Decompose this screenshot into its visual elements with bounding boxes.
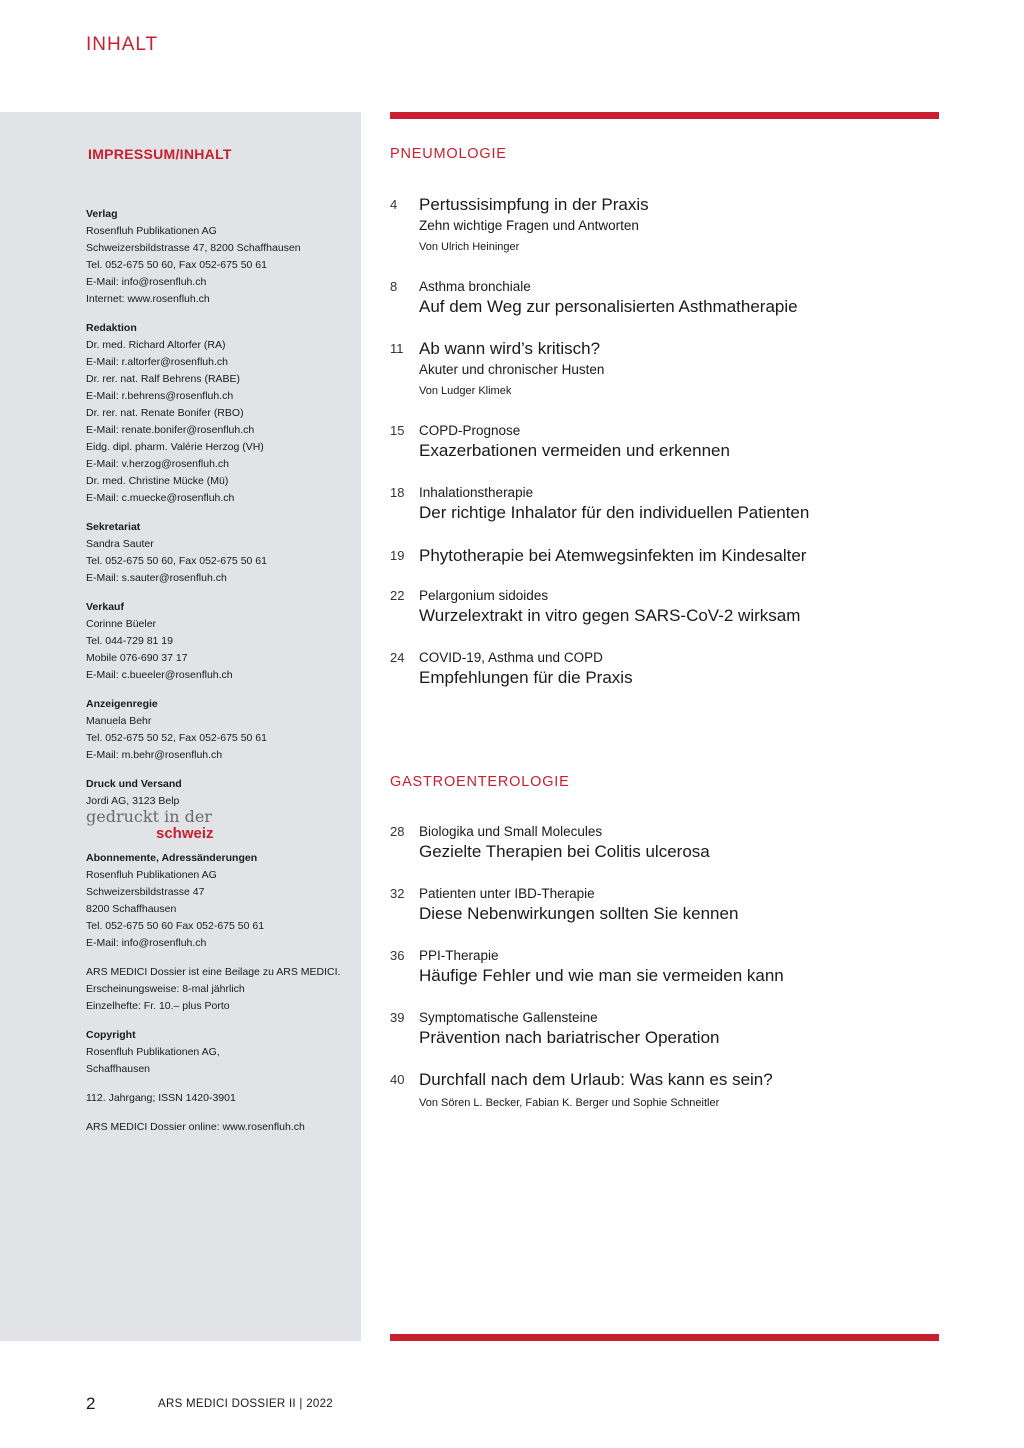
imprint-line: 8200 Schaffhausen [86, 903, 177, 915]
imprint-line: ARS MEDICI Dossier ist eine Beilage zu ARS MEDICI. [86, 966, 341, 978]
toc-page-number: 36 [390, 948, 405, 963]
footer-publication: ARS MEDICI DOSSIER II | 2022 [158, 1398, 333, 1410]
toc-page-number: 32 [390, 886, 405, 901]
toc-kicker: Asthma bronchiale [419, 279, 531, 294]
imprint-line: Tel. 044-729 81 19 [86, 635, 173, 647]
imprint-line: E-Mail: r.behrens@rosenfluh.ch [86, 390, 234, 402]
imprint-line: Internet: www.rosenfluh.ch [86, 293, 210, 305]
imprint-block [86, 696, 356, 764]
imprint-heading: Verkauf [86, 601, 124, 613]
imprint-line: E-Mail: c.bueeler@rosenfluh.ch [86, 669, 233, 681]
toc-page-number: 22 [390, 588, 405, 603]
logo-line-1: gedruckt in der [86, 808, 212, 826]
toc-kicker: Biologika und Small Molecules [419, 824, 603, 839]
toc-title: Diese Nebenwirkungen sollten Sie kennen [419, 904, 739, 923]
toc-entry-body [419, 278, 949, 318]
toc-title: Gezielte Therapien bei Colitis ulcerosa [419, 842, 710, 861]
section-title: GASTROENTEROLOGIE [390, 774, 570, 790]
toc-kicker: COPD-Prognose [419, 423, 521, 438]
imprint-block [86, 964, 356, 1015]
imprint-line: Dr. rer. nat. Ralf Behrens (RABE) [86, 373, 241, 385]
toc-page-number: 15 [390, 423, 405, 438]
bottom-red-rule [390, 1334, 939, 1341]
imprint-line: Eidg. dipl. pharm. Valérie Herzog (VH) [86, 441, 264, 453]
footer-page-number: 2 [86, 1394, 96, 1413]
toc-title: Auf dem Weg zur personalisierten Asthmatherapie [419, 297, 798, 316]
toc-subtitle: Zehn wichtige Fragen und Antworten [419, 218, 639, 233]
toc-page-number: 40 [390, 1072, 405, 1087]
imprint-line: Dr. rer. nat. Renate Bonifer (RBO) [86, 407, 244, 419]
imprint-line: E-Mail: s.sauter@rosenfluh.ch [86, 572, 227, 584]
toc-author: Von Ulrich Heininger [419, 241, 520, 253]
sidebar-title: IMPRESSUM/INHALT [88, 146, 232, 162]
logo-line-2: schweiz [156, 825, 214, 842]
toc-kicker: Symptomatische Gallensteine [419, 1010, 598, 1025]
imprint-line: Einzelhefte: Fr. 10.– plus Porto [86, 1000, 230, 1012]
toc-title: Phytotherapie bei Atemwegsinfekten im Kindesalter [419, 546, 807, 565]
toc-kicker: PPI-Therapie [419, 948, 499, 963]
imprint-line: Corinne Büeler [86, 618, 157, 630]
imprint-line: Jordi AG, 3123 Belp [86, 795, 180, 807]
toc-entry-body [419, 587, 949, 627]
toc-kicker: Pelargonium sidoides [419, 588, 549, 603]
toc-entry-body [419, 545, 949, 567]
toc-entry-body [419, 422, 949, 462]
imprint-line: E-Mail: m.behr@rosenfluh.ch [86, 749, 223, 761]
imprint-block [86, 850, 356, 952]
toc-page-number: 4 [390, 197, 398, 212]
toc-kicker: Patienten unter IBD-Therapie [419, 886, 595, 901]
imprint-line: Tel. 052-675 50 60 Fax 052-675 50 61 [86, 920, 265, 932]
toc-entry-body [419, 1009, 949, 1049]
imprint-block [86, 519, 356, 587]
toc-author: Von Sören L. Becker, Fabian K. Berger und Sophie Schneitler [419, 1097, 720, 1109]
imprint-line: Tel. 052-675 50 60, Fax 052-675 50 61 [86, 259, 267, 271]
toc-entry-body [419, 338, 949, 399]
toc-title: Pertussisimpfung in der Praxis [419, 195, 649, 214]
toc-page-number: 28 [390, 824, 405, 839]
imprint-line: Dr. med. Richard Altorfer (RA) [86, 339, 226, 351]
toc-entry-body [419, 823, 949, 863]
imprint-heading: Redaktion [86, 322, 137, 334]
imprint-block [86, 1090, 356, 1107]
imprint-line: E-Mail: r.altorfer@rosenfluh.ch [86, 356, 228, 368]
imprint-line: Erscheinungsweise: 8-mal jährlich [86, 983, 245, 995]
toc-entry-body [419, 1069, 949, 1111]
imprint-heading: Abonnemente, Adressänderungen [86, 852, 258, 864]
imprint-line: Rosenfluh Publikationen AG, [86, 1046, 220, 1058]
imprint-heading: Verlag [86, 208, 118, 220]
toc-page-number: 24 [390, 650, 405, 665]
toc-kicker: COVID-19, Asthma und COPD [419, 650, 603, 665]
toc-page-number: 18 [390, 485, 405, 500]
toc-entry-body [419, 194, 949, 255]
imprint-heading: Sekretariat [86, 521, 141, 533]
imprint-line: E-Mail: info@rosenfluh.ch [86, 937, 207, 949]
toc-page-number: 8 [390, 279, 398, 294]
imprint-block [86, 320, 356, 507]
imprint-heading: Copyright [86, 1029, 136, 1041]
toc-title: Exazerbationen vermeiden und erkennen [419, 441, 730, 460]
imprint-line: Manuela Behr [86, 715, 152, 727]
imprint-line: E-Mail: info@rosenfluh.ch [86, 276, 207, 288]
toc-title: Empfehlungen für die Praxis [419, 668, 633, 687]
toc-title: Prävention nach bariatrischer Operation [419, 1028, 720, 1047]
imprint-block [86, 599, 356, 684]
toc-entry-body [419, 649, 949, 689]
toc-title: Durchfall nach dem Urlaub: Was kann es sein? [419, 1070, 773, 1089]
page-header-title: INHALT [86, 34, 159, 55]
imprint-line: Schweizersbildstrasse 47, 8200 Schaffhausen [86, 242, 301, 254]
imprint-line: Tel. 052-675 50 60, Fax 052-675 50 61 [86, 555, 267, 567]
imprint-line: Mobile 076-690 37 17 [86, 652, 188, 664]
toc-page-number: 39 [390, 1010, 405, 1025]
toc-entry-body [419, 885, 949, 925]
imprint-line: ARS MEDICI Dossier online: www.rosenfluh.ch [86, 1121, 305, 1133]
toc-title: Der richtige Inhalator für den individuellen Patienten [419, 503, 810, 522]
imprint-heading: Druck und Versand [86, 778, 182, 790]
toc-entry-body [419, 484, 949, 524]
toc-author: Von Ludger Klimek [419, 385, 512, 397]
toc-page-number: 19 [390, 548, 405, 563]
imprint-line: Dr. med. Christine Mücke (Mü) [86, 475, 229, 487]
imprint-block [86, 776, 356, 842]
imprint-line: E-Mail: renate.bonifer@rosenfluh.ch [86, 424, 255, 436]
imprint-line: E-Mail: v.herzog@rosenfluh.ch [86, 458, 229, 470]
imprint-line: Schaffhausen [86, 1063, 151, 1075]
top-red-rule [390, 112, 939, 119]
toc-title: Häufige Fehler und wie man sie vermeiden kann [419, 966, 784, 985]
toc-title: Wurzelextrakt in vitro gegen SARS-CoV-2 wirksam [419, 606, 801, 625]
imprint-line: Schweizersbildstrasse 47 [86, 886, 205, 898]
toc-subtitle: Akuter und chronischer Husten [419, 362, 605, 377]
section-title: PNEUMOLOGIE [390, 146, 507, 162]
imprint-line: Sandra Sauter [86, 538, 154, 550]
imprint-block [86, 1027, 356, 1078]
toc-page-number: 11 [390, 341, 404, 356]
imprint-line: E-Mail: c.muecke@rosenfluh.ch [86, 492, 235, 504]
imprint-line: 112. Jahrgang; ISSN 1420-3901 [86, 1092, 236, 1104]
toc-title: Ab wann wird’s kritisch? [419, 339, 601, 358]
imprint-heading: Anzeigenregie [86, 698, 158, 710]
imprint-block [86, 1119, 356, 1136]
imprint-list [86, 206, 356, 1148]
imprint-block [86, 206, 356, 308]
imprint-line: Rosenfluh Publikationen AG [86, 869, 217, 881]
printed-in-switzerland-logo [86, 808, 226, 842]
toc-kicker: Inhalationstherapie [419, 485, 534, 500]
imprint-line: Tel. 052-675 50 52, Fax 052-675 50 61 [86, 732, 267, 744]
imprint-line: Rosenfluh Publikationen AG [86, 225, 217, 237]
toc-entry-body [419, 947, 949, 987]
